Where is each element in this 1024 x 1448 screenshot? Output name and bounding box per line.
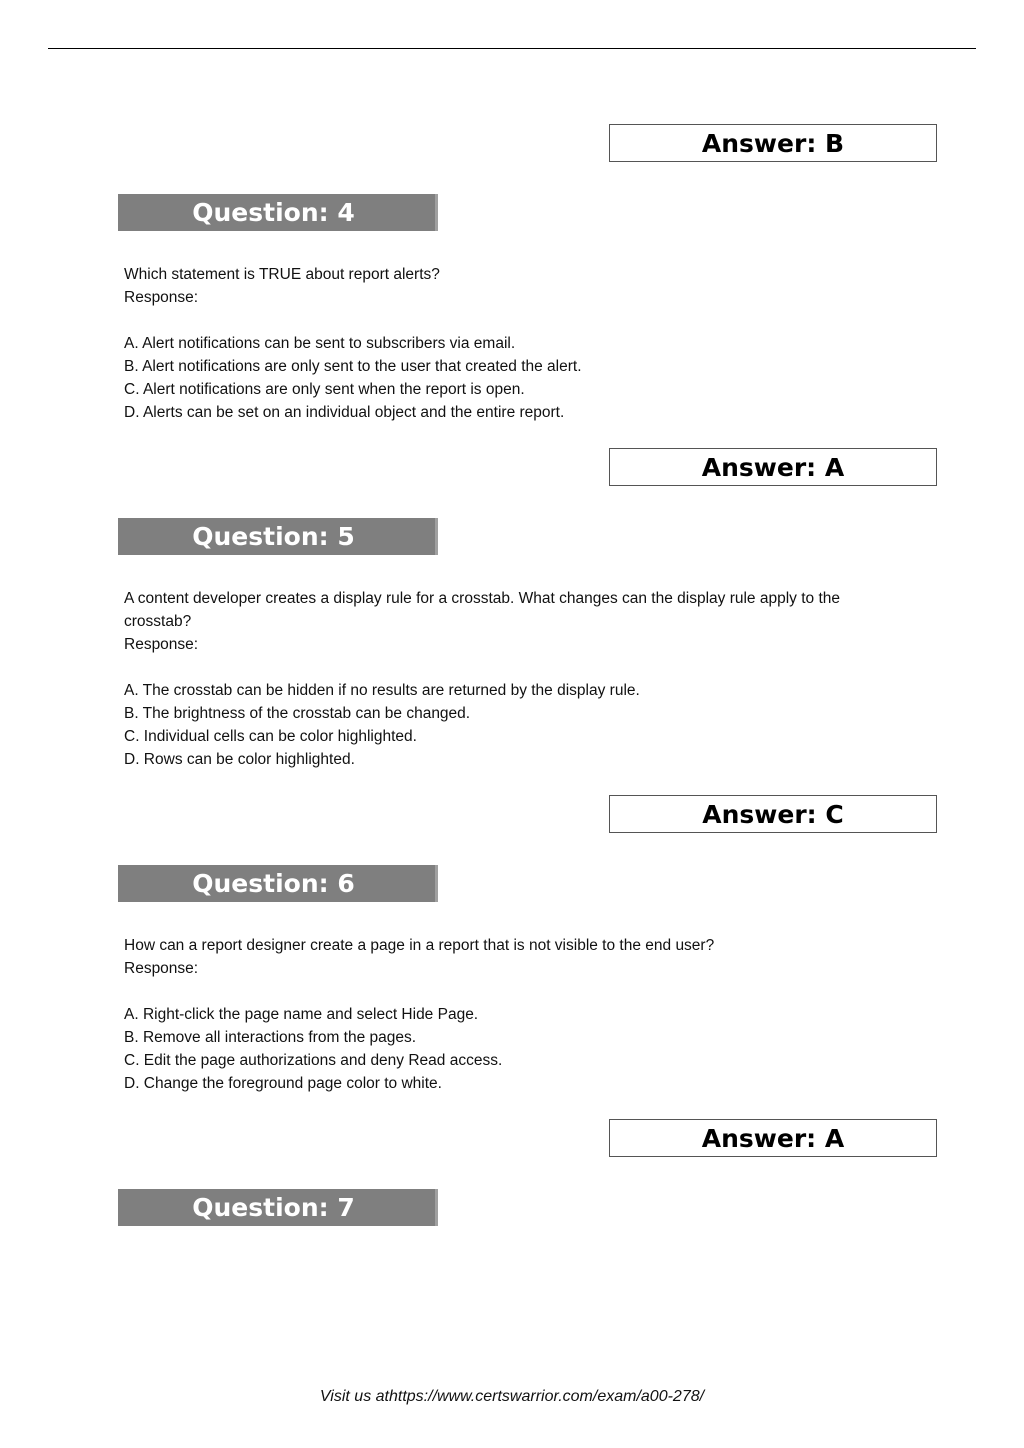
answer-box <box>609 124 937 162</box>
question-stem: Which statement is TRUE about report alerts? <box>124 266 440 283</box>
answer-box <box>609 795 937 833</box>
question-heading <box>118 194 438 231</box>
answer-option: C. Alert notifications are only sent when the report is open. <box>124 381 525 398</box>
answer-option: D. Alerts can be set on an individual object and the entire report. <box>124 404 565 421</box>
answer-option: D. Rows can be color highlighted. <box>124 751 355 768</box>
question-heading <box>118 518 438 555</box>
answer-label: Answer: A <box>701 452 845 482</box>
question-number: Question: 4 <box>192 198 355 227</box>
answer-option: B. The brightness of the crosstab can be changed. <box>124 705 471 722</box>
answer-option: A. Right-click the page name and select Hide Page. <box>124 1006 479 1023</box>
question-stem: A content developer creates a display rule for a crosstab. What changes can the display rule apply to the <box>124 590 840 607</box>
answer-label: Answer: A <box>701 1123 845 1153</box>
answer-box <box>609 1119 937 1157</box>
response-label: Response: <box>124 960 199 977</box>
top-rule <box>48 48 976 49</box>
answer-option: D. Change the foreground page color to white. <box>124 1075 442 1092</box>
answer-option: B. Alert notifications are only sent to the user that created the alert. <box>124 358 582 375</box>
answer-option: C. Edit the page authorizations and deny Read access. <box>124 1052 503 1069</box>
question-heading <box>118 1189 438 1226</box>
question-number: Question: 6 <box>192 869 355 898</box>
footer-link[interactable] <box>0 1388 1024 1406</box>
response-label: Response: <box>124 636 199 653</box>
question-stem: How can a report designer create a page in a report that is not visible to the end user? <box>124 937 715 954</box>
question-heading <box>118 865 438 902</box>
answer-label: Answer: C <box>702 799 844 829</box>
question-number: Question: 5 <box>192 522 355 551</box>
answer-option: B. Remove all interactions from the pages. <box>124 1029 417 1046</box>
question-body <box>124 587 944 771</box>
answer-option: A. The crosstab can be hidden if no results are returned by the display rule. <box>124 682 640 699</box>
question-number: Question: 7 <box>192 1193 355 1222</box>
answer-box <box>609 448 937 486</box>
question-stem: crosstab? <box>124 613 192 630</box>
question-body <box>124 934 944 1095</box>
response-label: Response: <box>124 289 199 306</box>
answer-option: A. Alert notifications can be sent to subscribers via email. <box>124 335 516 352</box>
answer-option: C. Individual cells can be color highlighted. <box>124 728 417 745</box>
footer-text[interactable]: Visit us athttps://www.certswarrior.com/exam/a00-278/ <box>319 1388 705 1405</box>
answer-label: Answer: B <box>701 128 845 158</box>
question-body <box>124 263 944 424</box>
